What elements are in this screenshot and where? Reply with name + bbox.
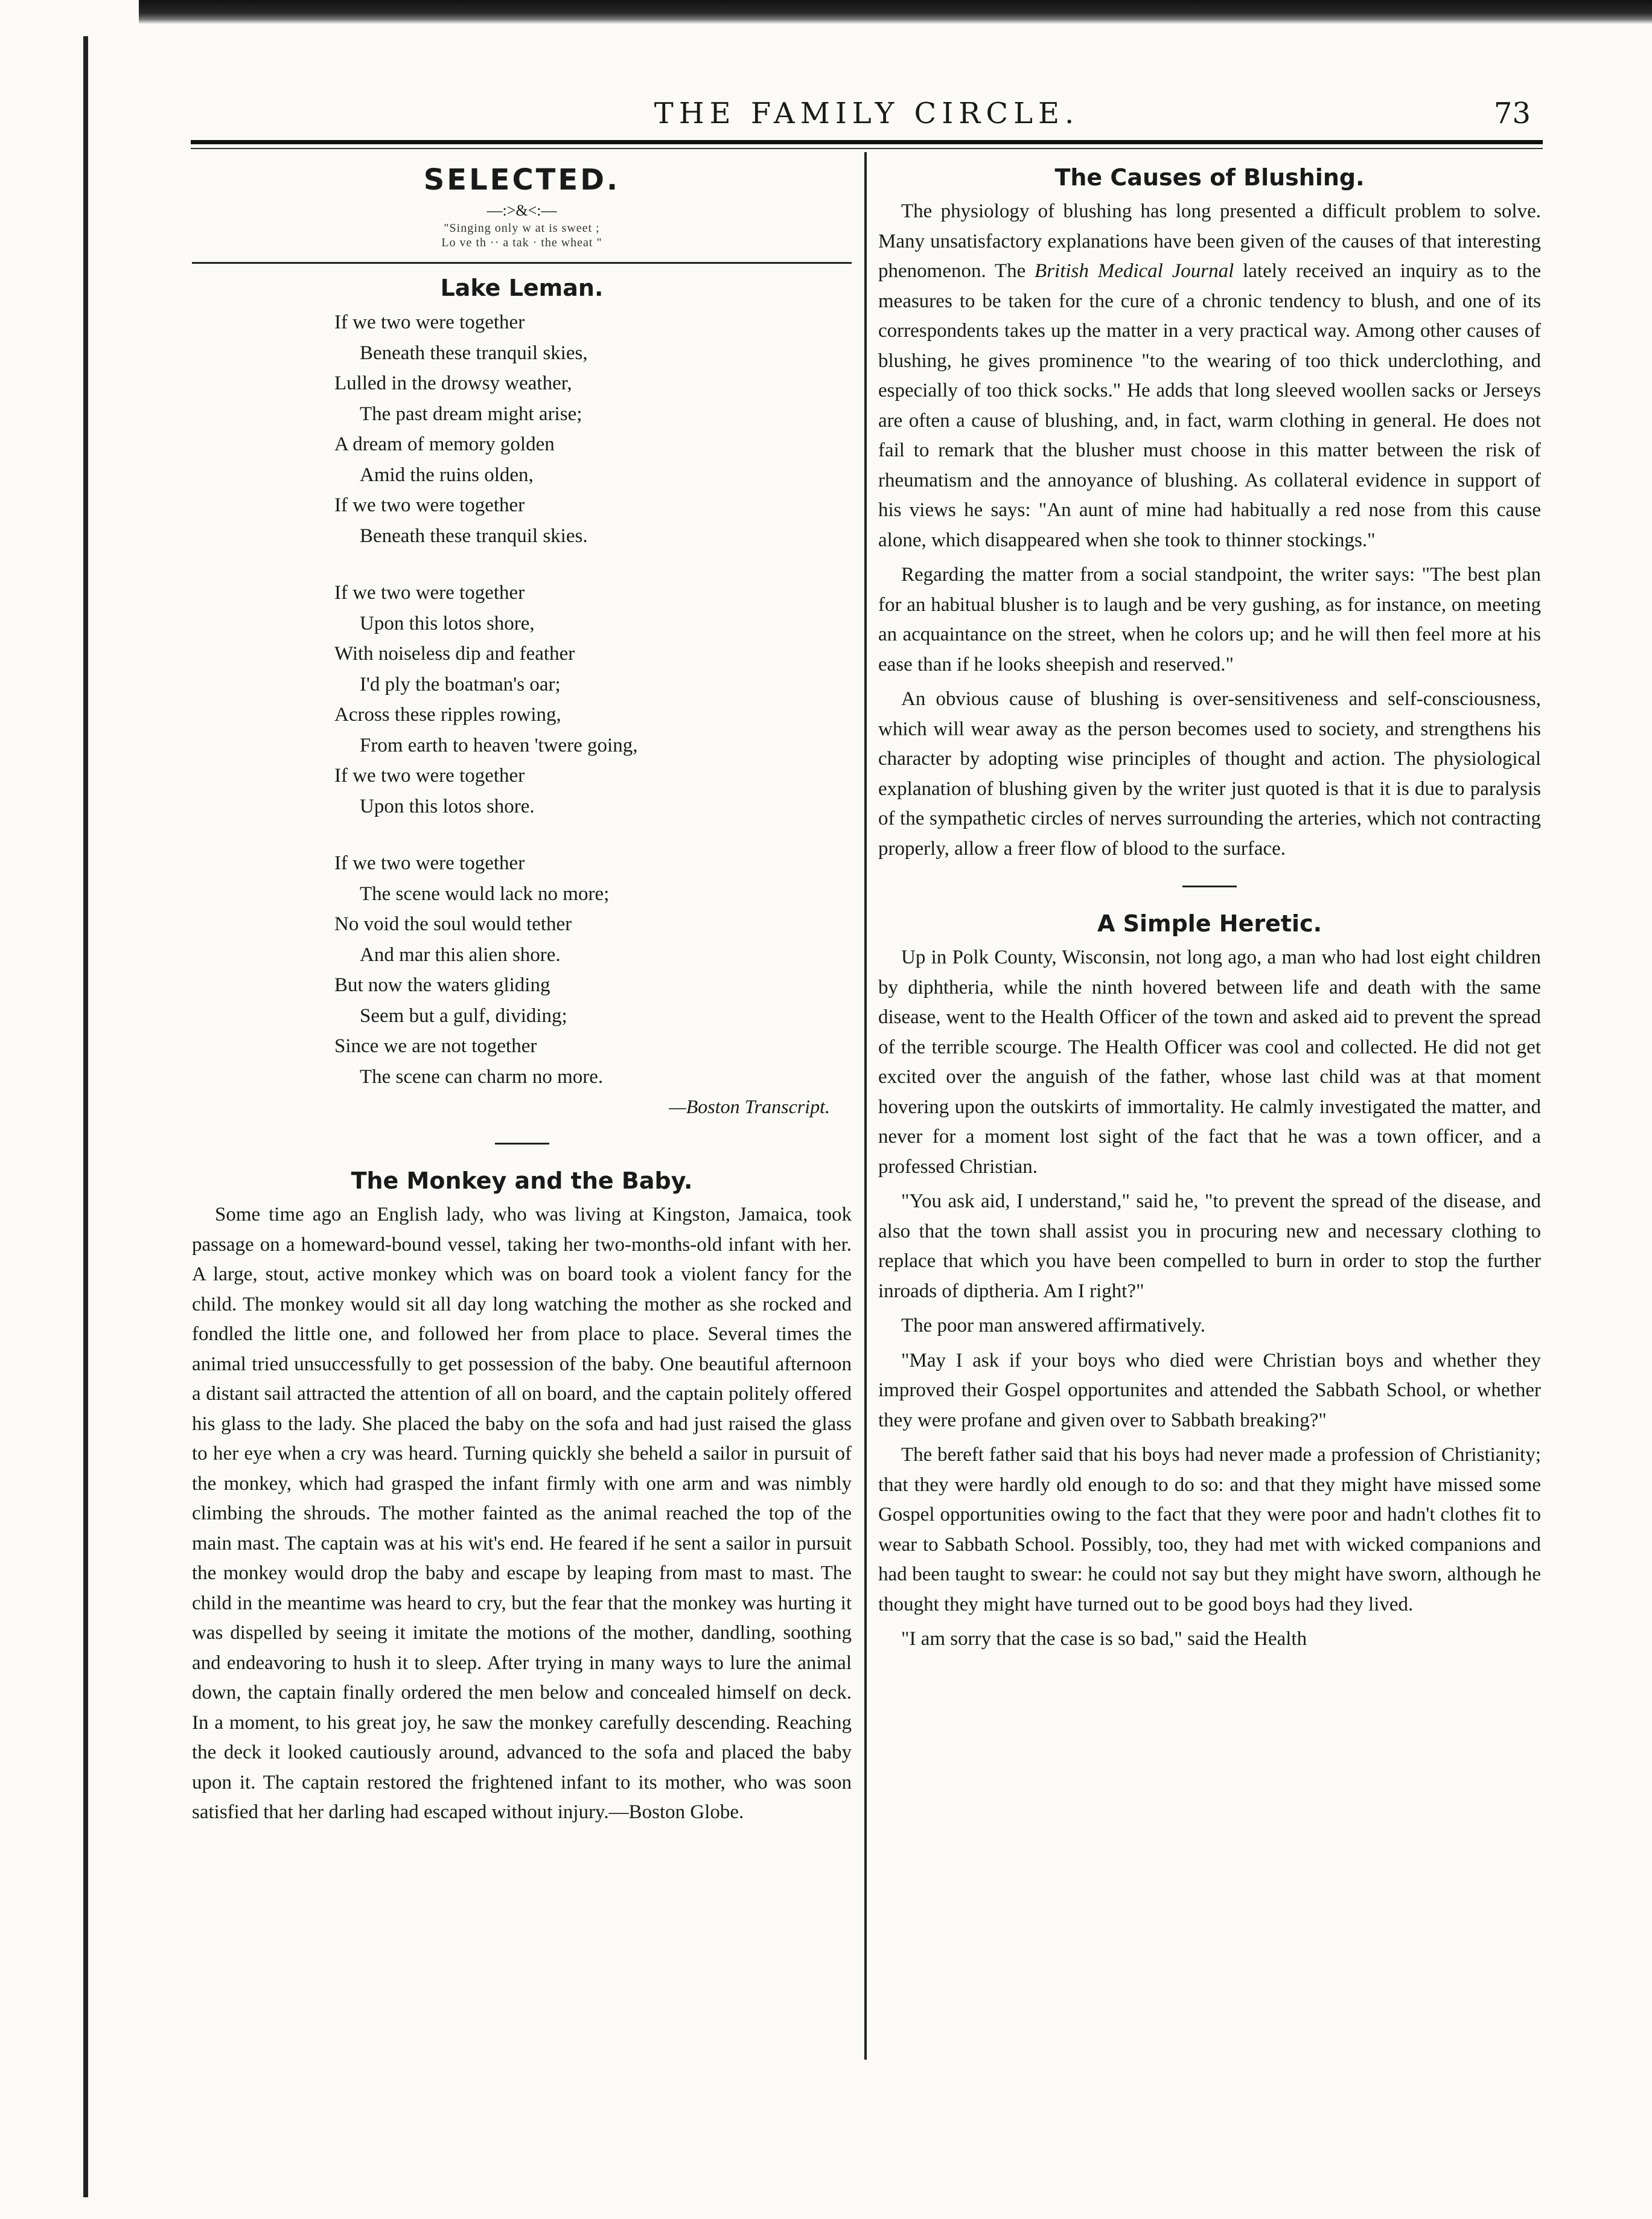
verse-line: The scene would lack no more;: [360, 883, 610, 905]
article-body-monkey: [192, 1200, 852, 1828]
verse-line: No void the soul would tether: [334, 913, 572, 935]
article-body-blushing: [878, 197, 1541, 864]
verse-line: The past dream might arise;: [360, 403, 582, 425]
paragraph: The bereft father said that his boys had never made a profession of Christianity; that they were hardly old enough to do so: and that they might have missed some Gospel opportunities owing to the fact that they were poor and hadn't clothes fit to wear to Sabbath School. Possibly, too, they had met with wicked companions and had been taught to swear: he could not say but they might have sworn, although he thought they might have turned out to be good boys had they lived.: [878, 1444, 1541, 1615]
header-rule-thin: [191, 148, 1543, 149]
epigraph: [192, 221, 852, 250]
text-run: lately received an inquiry as to the measures to be taken for the cure of a chronic tendency to blush, and one of its correspondents takes up the matter in a very practical way. Among other causes of blushing, he gives prominence "to the wearing of too thick underclothing, and especially of too thick socks." He adds that long sleeved woollen sacks or Jerseys are often a cause of blushing, and, in fact, warm clothing in general. He does not fail to remark that the blusher must choose in this matter between the risk of rheumatism and the annoyance of blushing. As collateral evidence in support of his views he says: "An aunt of mine had habitually a red nose from this cause alone, which disappeared when she took to thinner stockings.": [878, 260, 1541, 551]
verse-line: But now the waters gliding: [334, 974, 550, 996]
page-binding-edge: [83, 36, 88, 2197]
verse-line: If we two were together: [334, 582, 525, 604]
running-title: THE FAMILY CIRCLE.: [654, 97, 1080, 130]
flourish-ornament: —:>&<:—: [486, 202, 557, 219]
verse-line: Upon this lotos shore.: [360, 795, 535, 817]
verse-line: Beneath these tranquil skies.: [360, 525, 588, 547]
poem-title: Lake Leman.: [440, 275, 604, 301]
article-title-blushing: The Causes of Blushing.: [1054, 164, 1365, 191]
section-heading-selected: SELECTED.: [423, 163, 620, 197]
right-column: [878, 162, 1541, 1659]
verse-line: With noiseless dip and feather: [334, 643, 575, 665]
verse-line: If we two were together: [334, 852, 525, 874]
page-header: [191, 97, 1543, 139]
verse-line: Upon this lotos shore,: [360, 612, 535, 634]
verse-line: And mar this alien shore.: [360, 943, 561, 966]
verse-line: Across these ripples rowing,: [334, 704, 561, 726]
verse-line: If we two were together: [334, 765, 525, 787]
epigraph-line: "Singing only w at is sweet ;: [444, 222, 600, 235]
verse-line: Lulled in the drowsy weather,: [334, 372, 572, 394]
verse-line: If we two were together: [334, 311, 525, 333]
paragraph: "May I ask if your boys who died were Christian boys and whether they improved their Gospel opportunites and attended the Sabbath School, or whether they were profane and given over to Sabbath breaking?": [878, 1349, 1541, 1431]
paragraph: "I am sorry that the case is so bad," said the Health: [901, 1628, 1307, 1650]
header-rule-thick: [191, 140, 1543, 144]
verse-line: From earth to heaven 'twere going,: [360, 734, 638, 756]
paragraph: An obvious cause of blushing is over-sensitiveness and self-consciousness, which will wear away as the person becomes used to society, and strengthens his character by adopting wise principles of thought and action. The physiological explanation of blushing given by the writer just quoted is that it is due to paralysis of the sympathetic circles of nerves surrounding the arteries, which not contracting properly, allow a freer flow of blood to the surface.: [878, 688, 1541, 860]
stanza: [334, 307, 841, 551]
article-separator: [495, 1143, 549, 1145]
verse-line: Amid the ruins olden,: [360, 464, 534, 486]
text-run: The physiology of blushing has long presented a difficult problem to solve. Many unsatisfactory explanations have been given of the causes of that interesting phenomenon. The: [878, 200, 1541, 282]
article-body-heretic: [878, 943, 1541, 1655]
verse-line: I'd ply the boatman's oar;: [360, 673, 561, 695]
verse-line: The scene can charm no more.: [360, 1065, 604, 1088]
scan-top-edge: [139, 0, 1652, 24]
verse-line: Seem but a gulf, dividing;: [360, 1004, 567, 1027]
article-title-heretic: A Simple Heretic.: [1097, 910, 1322, 937]
article-title-monkey: The Monkey and the Baby.: [351, 1167, 693, 1194]
paragraph: Regarding the matter from a social standpoint, the writer says: "The best plan for an habitual blusher is to laugh and be very gushing, as for instance, on meeting an acquaintance on the street, when he colors up; and he will then feel more at his ease than if he looks sheepish and reserved.": [878, 564, 1541, 675]
verse-line: If we two were together: [334, 494, 525, 516]
stanza: [334, 578, 841, 822]
section-rule: [192, 262, 852, 264]
paragraph: Some time ago an English lady, who was living at Kingston, Jamaica, took passage on a homeward-bound vessel, taking her two-months-old infant with her. A large, stout, active monkey which was on board took a violent fancy for the child. The monkey would sit all day long watching the mother as she rocked and fondled the little one, and followed her from place to place. Several times the animal tried unsuccessfully to get possession of the baby. One beautiful afternoon a distant sail attracted the attention of all on board, and the captain politely offered his glass to the lady. She placed the baby on the sofa and had just raised the glass to her eye when a cry was heard. Turning quickly she beheld a sailor in pursuit of the monkey, which had grasped the infant firmly with one arm and was nimbly climbing the shrouds. The mother fainted as the animal reached the top of the main mast. The captain was at his wit's end. He feared if he sent a sailor in pursuit the monkey would drop the baby and escape by leaping from mast to mast. The child in the meantime was heard to cry, but the fear that the monkey was hurting it was dispelled by seeing it imitate the motions of the mother, dandling, soothing and endeavoring to hush it to sleep. After trying in many ways to lure the animal down, the captain finally ordered the men below and concealed himself on deck. In a moment, to his great joy, he saw the monkey carefully descending. Reaching the deck it looked cautiously around, advanced to the sofa and placed the baby upon it. The captain restored the frightened infant to its mother, who was soon satisfied that her darling had escaped without injury.—Boston Globe.: [192, 1204, 852, 1823]
page-number: 73: [1493, 97, 1531, 130]
verse-line: Beneath these tranquil skies,: [360, 342, 588, 364]
article-separator: [1182, 886, 1237, 887]
paragraph: [878, 197, 1541, 555]
verse-line: A dream of memory golden: [334, 433, 555, 455]
paragraph: "You ask aid, I understand," said he, "to prevent the spread of the disease, and also that the town shall assist you in procuring new and necessary clothing to replace that which you have been compelled to burn in order to stop the further inroads of diptheria. Am I right?": [878, 1190, 1541, 1302]
column-divider: [864, 152, 867, 2060]
epigraph-line: Lo ve th ·· a tak · the wheat ": [441, 236, 602, 249]
paragraph: The poor man answered affirmatively.: [901, 1315, 1205, 1336]
verse-line: Since we are not together: [334, 1035, 537, 1057]
stanza: [334, 848, 841, 1092]
paragraph: Up in Polk County, Wisconsin, not long ago, a man who had lost eight children by diphtheria, while the ninth hovered between life and death with the same disease, went to the Health Officer of the town and asked aid to prevent the spread of the terrible scourge. The Health Officer was cool and collected. He did not get excited over the anguish of the father, whose last child was at that moment hovering upon the outskirts of immortality. He calmly investigated the matter, and never for a moment lost sight of the fact that he was a town officer, and a professed Christian.: [878, 947, 1541, 1178]
journal-title: British Medical Journal: [1035, 260, 1234, 282]
left-column: [192, 162, 852, 1833]
poem-lake-leman: [334, 307, 841, 1092]
poem-attribution: —Boston Transcript.: [669, 1096, 830, 1117]
